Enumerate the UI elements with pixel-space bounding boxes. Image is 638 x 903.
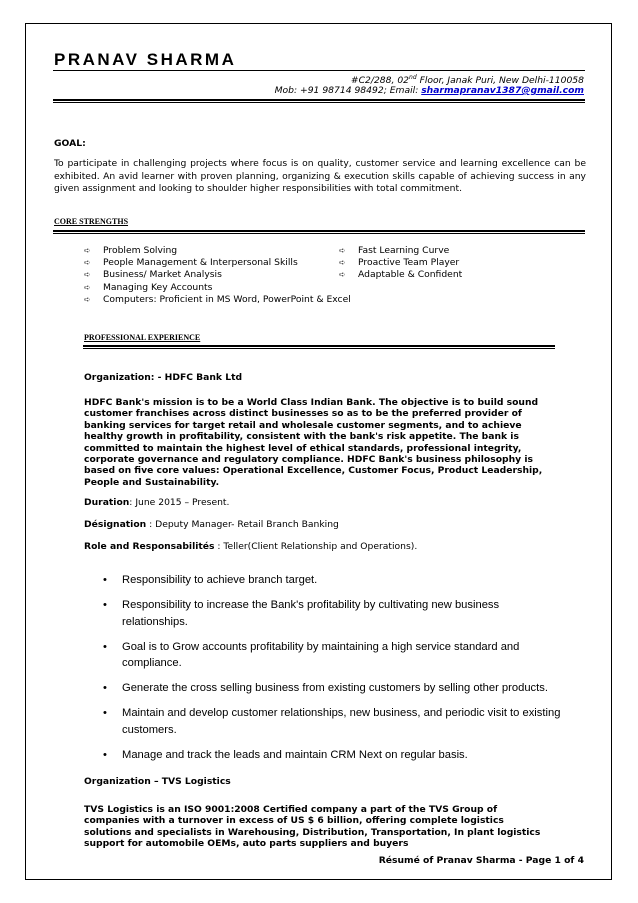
candidate-name: PRANAV SHARMA (54, 50, 237, 69)
right-arrow-icon: ➪ (84, 270, 91, 280)
right-arrow-icon: ➪ (339, 258, 346, 268)
list-item: • Maintain and develop customer relationships, new business, and periodic visit to existing customers. (103, 707, 561, 736)
strength-item: ➪ People Management & Interpersonal Skills (84, 257, 298, 269)
page-footer: Résumé of Pranav Sharma - Page 1 of 4 (378, 855, 584, 866)
designation-value: : Deputy Manager- Retail Branch Banking (146, 519, 339, 530)
bullet-icon: • (103, 682, 107, 694)
duration-label: Duration (84, 497, 130, 508)
core-strengths-heading: CORE STRENGTHS (54, 217, 129, 226)
role-label: Role and Responsabilités (84, 541, 215, 552)
email-link[interactable]: sharmapranav1387@gmail.com (421, 85, 584, 96)
tvs-description: TVS Logistics is an ISO 9001:2008 Certified company a part of the TVS Group of companies with a turnover in excess of US $ 6 billion, offering complete logistics solutions and specialists in Warehousing, Distribution, Transportation, In plant logistics support for automobile OEMs, auto parts suppliers and buyers (84, 804, 541, 850)
header-double-rule (53, 99, 585, 103)
strength-item: ➪ Fast Learning Curve (339, 245, 450, 256)
list-item: • Responsibility to achieve branch target. (103, 572, 563, 589)
strength-item: ➪ Computers: Proficient in MS Word, PowerPoint & Excel (84, 293, 351, 305)
address-prefix: #C2/288, 02 (350, 75, 410, 87)
address-superscript: nd (409, 74, 417, 81)
bullet-icon: • (103, 748, 107, 761)
right-arrow-icon: ➪ (339, 270, 346, 280)
core-strengths-rule (53, 230, 585, 234)
bullet-icon: • (103, 574, 107, 586)
right-arrow-icon: ➪ (84, 246, 91, 255)
list-item: • Manage and track the leads and maintain CRM Next on regular basis. (103, 747, 563, 764)
right-arrow-icon: ➪ (339, 246, 346, 255)
hdfc-mission: HDFC Bank's mission is to be a World Class Indian Bank. The objective is to build sound customer franchises across distinct businesses so as to be the preferred provider of banking services for target retail and wholesale customer segments, and to achieve healthy growth in profitability, consistent with the bank's risk appetite. The bank is committed to maintain the highest level of ethical standards, professional integrity, corporate governance and regulatory compliance. HDFC Bank's business philosophy is based on five core values: Operational Excellence, Customer Focus, Product Leadership, People and Sustainability. (84, 397, 543, 488)
list-item: • Generate the cross selling business from existing customers by selling other products. (103, 680, 563, 697)
name-divider (53, 70, 585, 71)
tvs-organization: Organization – TVS Logistics (84, 776, 231, 787)
strength-item: ➪ Managing Key Accounts (84, 281, 213, 293)
list-item: • Responsibility to increase the Bank's profitability by cultivating new business relationships. (103, 599, 500, 628)
hdfc-organization: Organization: - HDFC Bank Ltd (84, 372, 243, 383)
right-arrow-icon: ➪ (84, 294, 91, 304)
mobile-text: Mob: +91 98714 98492; Email: (274, 85, 422, 96)
strength-item: ➪ Proactive Team Player (339, 257, 460, 269)
strength-item: ➪ Business/ Market Analysis (84, 269, 222, 281)
strength-item: ➪ Problem Solving (84, 245, 178, 256)
list-item: • Goal is to Grow accounts profitability by maintaining a high service standard and compliance. (103, 640, 520, 669)
role-value: : Teller(Client Relationship and Operations). (214, 541, 418, 552)
goal-heading: GOAL: (54, 138, 86, 149)
goal-text: To participate in challenging projects where focus is on quality, customer service and learning excellence can be exhibited. An avid learner with proven planning, organizing & execution skills capable of achieving success in any given assignment and looking to shoulder higher responsibilities with total commitment. (54, 158, 586, 194)
right-arrow-icon: ➪ (84, 282, 91, 292)
experience-heading: PROFESSIONAL EXPERIENCE (84, 333, 201, 342)
designation-label: Désignation (84, 519, 147, 530)
right-arrow-icon: ➪ (84, 258, 91, 268)
address-suffix: Floor, Janak Puri, New Delhi-110058 (416, 75, 584, 87)
designation-line (84, 519, 339, 530)
bullet-icon: • (103, 707, 107, 719)
strengths-left-list (84, 245, 351, 306)
bullet-icon: • (103, 640, 107, 653)
bullet-icon: • (103, 599, 107, 611)
duration-line (84, 497, 229, 508)
experience-rule (83, 345, 555, 349)
role-line (84, 541, 417, 552)
contact-line (275, 85, 584, 96)
duration-value: : June 2015 – Present. (129, 497, 230, 508)
responsibilities-list (103, 572, 563, 772)
strength-item: ➪ Adaptable & Confident (339, 269, 463, 281)
strengths-right-list (339, 245, 462, 282)
